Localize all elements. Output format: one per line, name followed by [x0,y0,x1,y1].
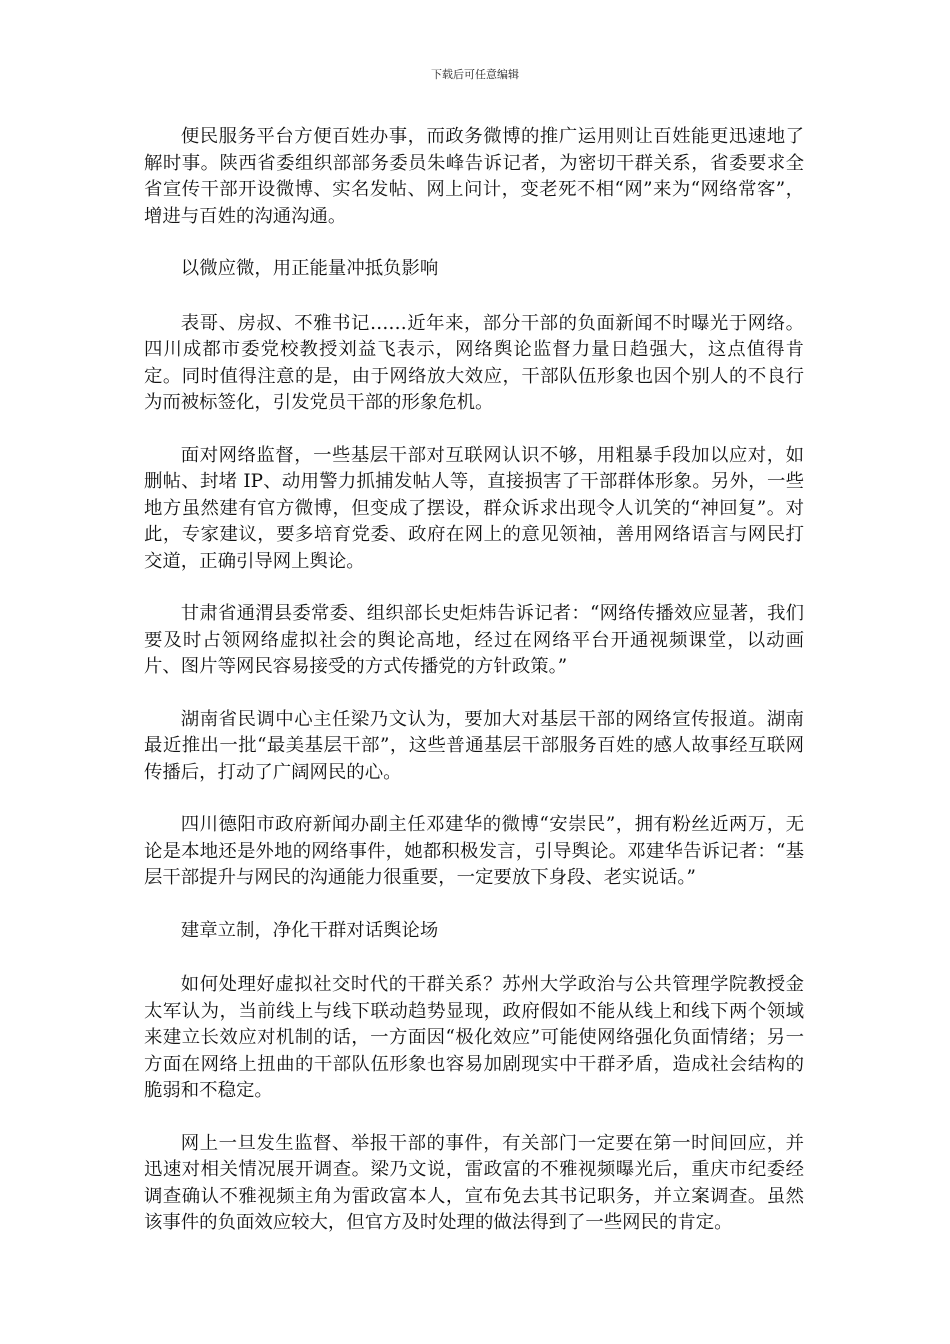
paragraph: 甘肃省通渭县委常委、组织部长史炬炜告诉记者：“网络传播效应显著，我们要及时占领网络虚拟社会的舆论高地，经过在网络平台开通视频课堂，以动画片、图片等网民容易接受的方式传播党的方针政策。” [144,603,804,677]
document-body [144,124,804,1263]
paragraph: 四川德阳市政府新闻办副主任邓建华的微博“安崇民”，拥有粉丝近两万，无论是本地还是外地的网络事件，她都积极发言，引导舆论。邓建华告诉记者：“基层干部提升与网民的沟通能力很重要，一定要放下身段、老实说话。” [144,814,804,888]
paragraph: 网上一旦发生监督、举报干部的事件，有关部门一定要在第一时间回应，并迅速对相关情况展开调查。梁乃文说，雷政富的不雅视频曝光后，重庆市纪委经调查确认不雅视频主角为雷政富本人，宣布免去其书记职务，并立案调查。虽然该事件的负面效应较大，但官方及时处理的做法得到了一些网民的肯定。 [144,1132,804,1233]
paragraph: 湖南省民调中心主任梁乃文认为，要加大对基层干部的网络宣传报道。湖南最近推出一批“最美基层干部”，这些普通基层干部服务百姓的感人故事经互联网传播后，打动了广阔网民的心。 [144,708,804,783]
section-heading-1: 以微应微，用正能量冲抵负影响 [180,258,439,279]
paragraph: 面对网络监督，一些基层干部对互联网认识不够，用粗暴手段加以应对，如删帖、封堵 IP、动用警力抓捕发帖人等，直接损害了干部群体形象。另外，一些地方虽然建有官方微博，但变成了摆设，群众诉求出现令人讥笑的“神回复”。对此，专家建议，要多培育党委、政府在网上的意见领袖，善用网络语言与网民打交道，正确引导网上舆论。 [144,444,804,572]
paragraph-intro: 便民服务平台方便百姓办事，而政务微博的推广运用则让百姓能更迅速地了解时事。陕西省委组织部部务委员朱峰告诉记者，为密切干群关系，省委要求全省宣传干部开设微博、实名发帖、网上问计，变老死不相“网”来为“网络常客”，增进与百姓的沟通沟通。 [144,126,804,227]
paragraph: 表哥、房叔、不雅书记……近年来，部分干部的负面新闻不时曝光于网络。四川成都市委党校教授刘益飞表示，网络舆论监督力量日趋强大，这点值得肯定。同时值得注意的是，由于网络放大效应，干部队伍形象也因个别人的不良行为而被标签化，引发党员干部的形象危机。 [144,312,804,413]
paragraph: 如何处理好虚拟社交时代的干群关系？苏州大学政治与公共管理学院教授金太军认为，当前线上与线下联动趋势显现，政府假如不能从线上和线下两个领域来建立长效应对机制的话，一方面因“极化效应”可能使网络强化负面情绪；另一方面在网络上扭曲的干部队伍形象也容易加剧现实中干群矛盾，造成社会结构的脆弱和不稳定。 [144,974,804,1101]
page-header-note: 下载后可任意编辑 [431,68,519,81]
section-heading-2: 建章立制，净化干群对话舆论场 [180,919,439,941]
